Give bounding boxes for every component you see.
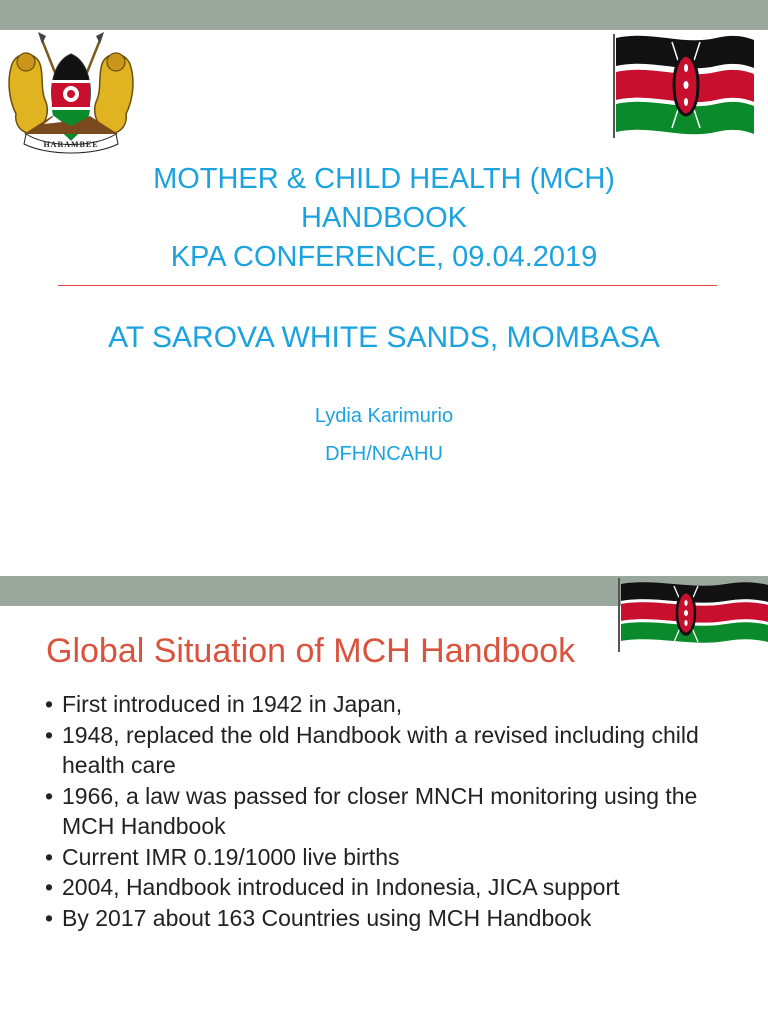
presentation-title: [40, 160, 728, 277]
kenya-flag-icon: [612, 28, 756, 140]
bullet-item: • First introduced in 1942 in Japan,: [45, 689, 745, 720]
coat-motto-text: HARAMBEE: [43, 140, 99, 149]
presenter-info: [200, 397, 568, 473]
bullet-item: • Current IMR 0.19/1000 live births: [45, 842, 745, 873]
kenya-coat-of-arms-icon: [4, 30, 138, 154]
title-line: KPA CONFERENCE, 09.04.2019: [170, 241, 598, 273]
bullet-item: • By 2017 about 163 Countries using MCH Handbook: [45, 903, 745, 934]
bullet-list: [45, 689, 745, 933]
bullet-item: • 2004, Handbook introduced in Indonesia, JICA support: [45, 872, 745, 903]
presentation-subtitle: AT SAROVA WHITE SANDS, MOMBASA: [108, 321, 660, 354]
slide-header-bar: [0, 0, 768, 30]
title-line: HANDBOOK: [301, 202, 467, 234]
bullet-item: • 1948, replaced the old Handbook with a revised including child health care: [45, 720, 745, 781]
kenya-flag-icon: [616, 576, 768, 652]
title-line: MOTHER & CHILD HEALTH (MCH): [153, 163, 615, 195]
title-divider: [58, 285, 717, 286]
content-slide: [0, 576, 768, 1024]
presenter-org: DFH/NCAHU: [325, 443, 443, 465]
slide-title: Global Situation of MCH Handbook: [46, 632, 576, 670]
bullet-item: • 1966, a law was passed for closer MNCH monitoring using the MCH Handbook: [45, 781, 745, 842]
presenter-name: Lydia Karimurio: [314, 405, 454, 427]
slide-separator: [0, 560, 768, 576]
